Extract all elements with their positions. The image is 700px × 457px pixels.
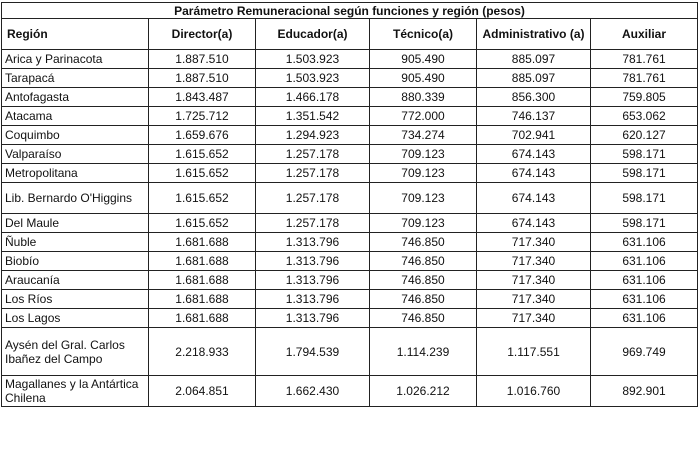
tecnico-cell: 746.850	[370, 233, 477, 252]
tecnico-cell: 746.850	[370, 290, 477, 309]
auxiliar-cell: 759.805	[591, 88, 698, 107]
tecnico-cell: 880.339	[370, 88, 477, 107]
region-cell: Del Maule	[2, 214, 149, 233]
tecnico-cell: 746.850	[370, 309, 477, 328]
auxiliar-cell: 631.106	[591, 290, 698, 309]
header-director: Director(a)	[149, 19, 256, 50]
director-cell: 1.681.688	[149, 309, 256, 328]
table-row	[2, 214, 698, 233]
director-cell: 1.681.688	[149, 271, 256, 290]
director-cell: 1.615.652	[149, 164, 256, 183]
educador-cell: 1.466.178	[256, 88, 370, 107]
educador-cell: 1.257.178	[256, 183, 370, 214]
auxiliar-cell: 598.171	[591, 183, 698, 214]
region-cell: Magallanes y la Antártica Chilena	[2, 376, 149, 407]
director-cell: 1.887.510	[149, 50, 256, 69]
tecnico-cell: 1.026.212	[370, 376, 477, 407]
tecnico-cell: 746.850	[370, 252, 477, 271]
region-cell: Ñuble	[2, 233, 149, 252]
table-row	[2, 233, 698, 252]
region-cell: Metropolitana	[2, 164, 149, 183]
administrativo-cell: 674.143	[477, 214, 591, 233]
educador-cell: 1.294.923	[256, 126, 370, 145]
educador-cell: 1.257.178	[256, 164, 370, 183]
administrativo-cell: 717.340	[477, 271, 591, 290]
tecnico-cell: 709.123	[370, 214, 477, 233]
table-row	[2, 50, 698, 69]
region-cell: Lib. Bernardo O'Higgins	[2, 183, 149, 214]
auxiliar-cell: 598.171	[591, 164, 698, 183]
table-row	[2, 290, 698, 309]
auxiliar-cell: 653.062	[591, 107, 698, 126]
administrativo-cell: 674.143	[477, 164, 591, 183]
director-cell: 2.064.851	[149, 376, 256, 407]
table-row	[2, 376, 698, 407]
educador-cell: 1.313.796	[256, 233, 370, 252]
administrativo-cell: 856.300	[477, 88, 591, 107]
auxiliar-cell: 969.749	[591, 328, 698, 376]
director-cell: 1.615.652	[149, 145, 256, 164]
table-row	[2, 126, 698, 145]
educador-cell: 1.257.178	[256, 214, 370, 233]
tecnico-cell: 709.123	[370, 145, 477, 164]
auxiliar-cell: 620.127	[591, 126, 698, 145]
table-row	[2, 145, 698, 164]
auxiliar-cell: 781.761	[591, 50, 698, 69]
educador-cell: 1.313.796	[256, 290, 370, 309]
educador-cell: 1.351.542	[256, 107, 370, 126]
educador-cell: 1.313.796	[256, 271, 370, 290]
region-cell: Araucanía	[2, 271, 149, 290]
administrativo-cell: 746.137	[477, 107, 591, 126]
auxiliar-cell: 781.761	[591, 69, 698, 88]
table-title: Parámetro Remuneracional según funciones y región (pesos)	[2, 3, 698, 19]
table-row	[2, 271, 698, 290]
table-row	[2, 328, 698, 376]
tecnico-cell: 772.000	[370, 107, 477, 126]
region-cell: Los Lagos	[2, 309, 149, 328]
table-row	[2, 252, 698, 271]
header-region: Región	[2, 19, 149, 50]
director-cell: 1.659.676	[149, 126, 256, 145]
region-cell: Tarapacá	[2, 69, 149, 88]
region-cell: Los Ríos	[2, 290, 149, 309]
table-row	[2, 183, 698, 214]
educador-cell: 1.662.430	[256, 376, 370, 407]
region-cell: Aysén del Gral. Carlos Ibañez del Campo	[2, 328, 149, 376]
region-cell: Antofagasta	[2, 88, 149, 107]
director-cell: 2.218.933	[149, 328, 256, 376]
administrativo-cell: 717.340	[477, 252, 591, 271]
table-row	[2, 107, 698, 126]
tecnico-cell: 709.123	[370, 183, 477, 214]
region-cell: Coquimbo	[2, 126, 149, 145]
director-cell: 1.843.487	[149, 88, 256, 107]
administrativo-cell: 885.097	[477, 69, 591, 88]
administrativo-cell: 717.340	[477, 233, 591, 252]
auxiliar-cell: 631.106	[591, 252, 698, 271]
tecnico-cell: 709.123	[370, 164, 477, 183]
tecnico-cell: 905.490	[370, 50, 477, 69]
region-cell: Valparaíso	[2, 145, 149, 164]
director-cell: 1.725.712	[149, 107, 256, 126]
director-cell: 1.681.688	[149, 290, 256, 309]
educador-cell: 1.313.796	[256, 309, 370, 328]
educador-cell: 1.257.178	[256, 145, 370, 164]
auxiliar-cell: 598.171	[591, 214, 698, 233]
tecnico-cell: 1.114.239	[370, 328, 477, 376]
tecnico-cell: 905.490	[370, 69, 477, 88]
auxiliar-cell: 892.901	[591, 376, 698, 407]
table-row	[2, 164, 698, 183]
administrativo-cell: 1.117.551	[477, 328, 591, 376]
region-cell: Arica y Parinacota	[2, 50, 149, 69]
auxiliar-cell: 631.106	[591, 233, 698, 252]
administrativo-cell: 674.143	[477, 145, 591, 164]
director-cell: 1.615.652	[149, 214, 256, 233]
table-row	[2, 309, 698, 328]
table-row	[2, 88, 698, 107]
administrativo-cell: 674.143	[477, 183, 591, 214]
administrativo-cell: 1.016.760	[477, 376, 591, 407]
director-cell: 1.681.688	[149, 252, 256, 271]
region-cell: Biobío	[2, 252, 149, 271]
educador-cell: 1.503.923	[256, 69, 370, 88]
administrativo-cell: 717.340	[477, 290, 591, 309]
header-auxiliar: Auxiliar	[591, 19, 698, 50]
director-cell: 1.887.510	[149, 69, 256, 88]
table-row	[2, 69, 698, 88]
educador-cell: 1.313.796	[256, 252, 370, 271]
administrativo-cell: 885.097	[477, 50, 591, 69]
tecnico-cell: 734.274	[370, 126, 477, 145]
director-cell: 1.681.688	[149, 233, 256, 252]
educador-cell: 1.794.539	[256, 328, 370, 376]
region-cell: Atacama	[2, 107, 149, 126]
header-administrativo: Administrativo (a)	[477, 19, 591, 50]
tecnico-cell: 746.850	[370, 271, 477, 290]
administrativo-cell: 702.941	[477, 126, 591, 145]
educador-cell: 1.503.923	[256, 50, 370, 69]
auxiliar-cell: 631.106	[591, 309, 698, 328]
header-tecnico: Técnico(a)	[370, 19, 477, 50]
header-educador: Educador(a)	[256, 19, 370, 50]
auxiliar-cell: 631.106	[591, 271, 698, 290]
remuneration-table	[1, 2, 698, 407]
auxiliar-cell: 598.171	[591, 145, 698, 164]
administrativo-cell: 717.340	[477, 309, 591, 328]
director-cell: 1.615.652	[149, 183, 256, 214]
